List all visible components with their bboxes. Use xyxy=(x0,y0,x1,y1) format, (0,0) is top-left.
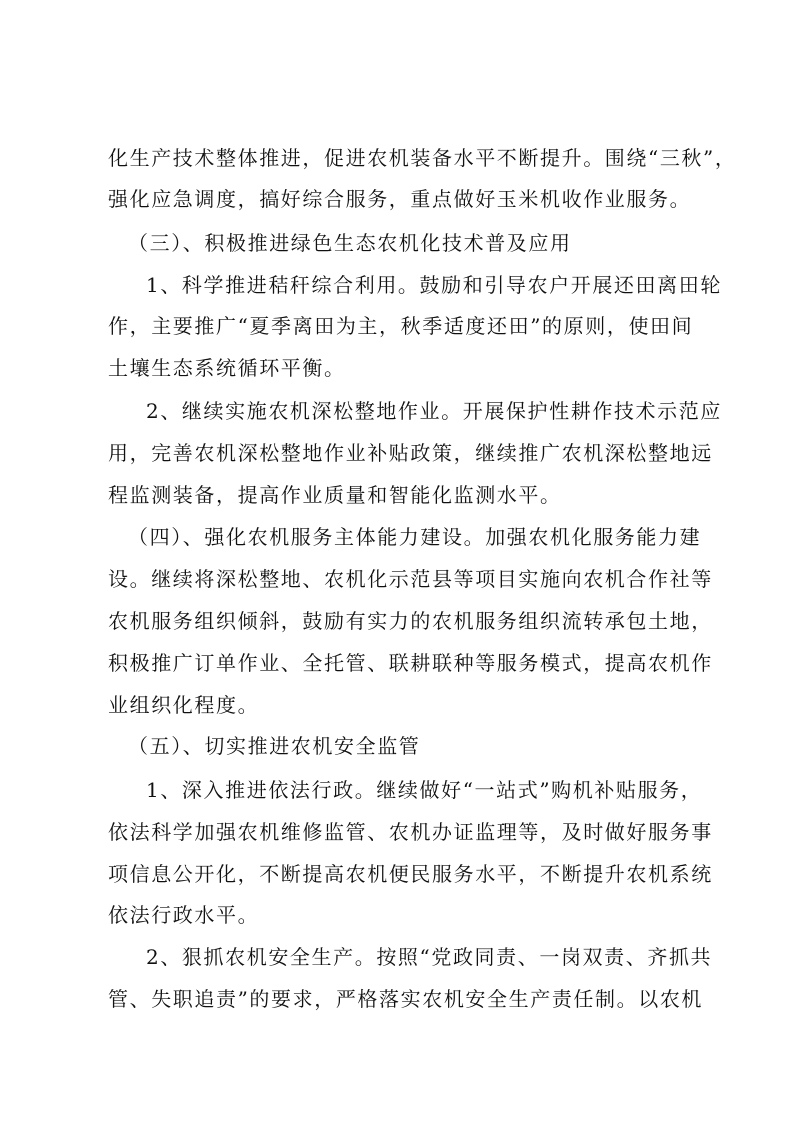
text-line: 依法科学加强农机维修监管、农机办证监理等，及时做好服务事 xyxy=(108,820,713,844)
section-heading: （五）、切实推进农机安全监管 xyxy=(128,734,421,758)
text-line: 设。继续将深松整地、农机化示范县等项目实施向农机合作社等 xyxy=(108,567,713,591)
text-line: 项信息公开化，不断提高农机便民服务水平，不断提升农机系统 xyxy=(108,862,713,886)
section-heading: （四）、强化农机服务主体能力建设。加强农机化服务能力建 xyxy=(128,525,702,549)
text-line: 积极推广订单作业、全托管、联耕联种等服务模式，提高农机作 xyxy=(108,651,713,675)
text-line: 2、狠抓农机安全生产。按照“党政同责、一岗双责、齐抓共 xyxy=(146,945,713,969)
text-line: 用，完善农机深松整地作业补贴政策，继续推广农机深松整地远 xyxy=(108,441,713,465)
text-line: 作，主要推广“夏季离田为主，秋季适度还田”的原则，使田间 xyxy=(108,314,694,338)
text-line: 业组织化程度。 xyxy=(108,693,260,717)
text-line: 强化应急调度，搞好综合服务，重点做好玉米机收作业服务。 xyxy=(108,187,692,211)
text-line: 1、科学推进秸秆综合利用。鼓励和引导农户开展还田离田轮 xyxy=(146,273,722,297)
text-line: 土壤生态系统循环平衡。 xyxy=(108,356,346,380)
text-line: 农机服务组织倾斜，鼓励有实力的农机服务组织流转承包土地， xyxy=(108,609,713,633)
text-line: 管、失职追责”的要求，严格落实农机安全生产责任制。以农机 xyxy=(108,987,704,1011)
text-line: 化生产技术整体推进，促进农机装备水平不断提升。围绕“三秋”， xyxy=(108,146,737,170)
text-line: 1、深入推进依法行政。继续做好“一站式”购机补贴服务， xyxy=(146,778,703,802)
text-line: 程监测装备，提高作业质量和智能化监测水平。 xyxy=(108,483,562,507)
text-line: 依法行政水平。 xyxy=(108,903,260,927)
section-heading: （三）、积极推进绿色生态农机化技术普及应用 xyxy=(128,231,572,255)
text-line: 2、继续实施农机深松整地作业。开展保护性耕作技术示范应 xyxy=(146,399,722,423)
